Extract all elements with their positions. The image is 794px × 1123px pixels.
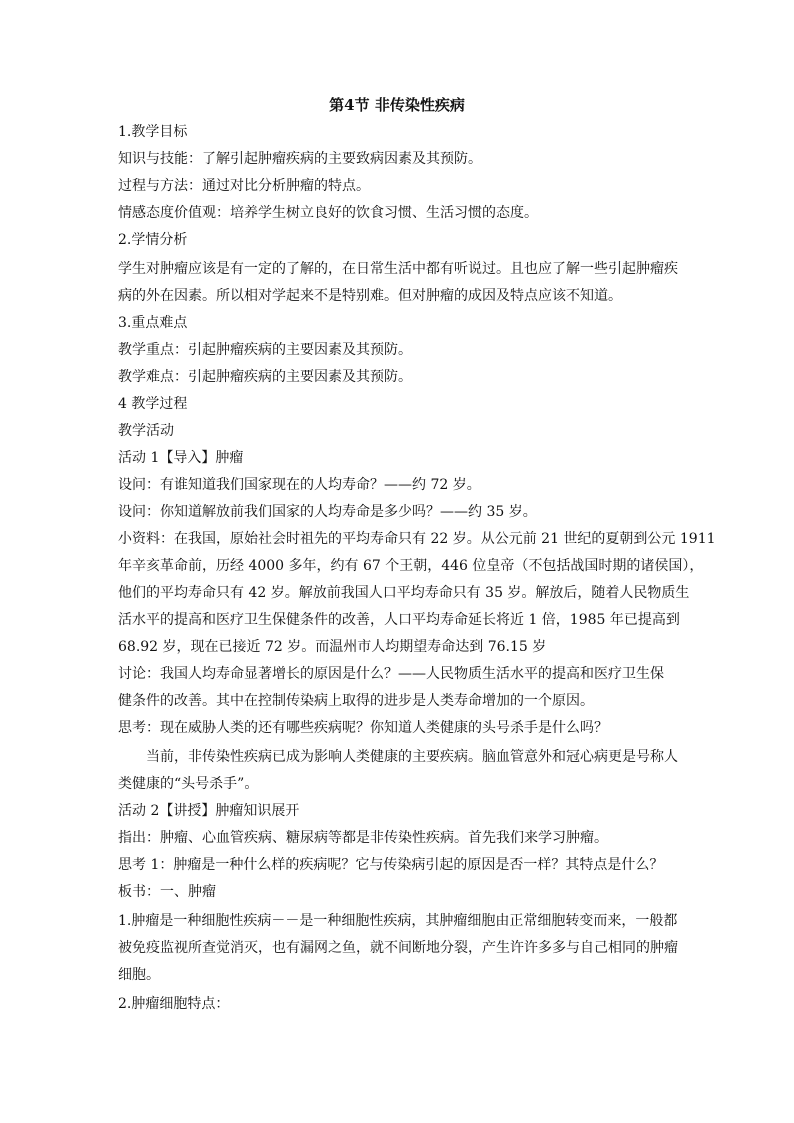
paragraph-line: 健条件的改善。其中在控制传染病上取得的进步是人类寿命增加的一个原因。 — [118, 693, 594, 709]
activity-heading: 活动 1【导入】肿瘤 — [118, 450, 244, 466]
paragraph-line: 设问：有谁知道我们国家现在的人均寿命？——约 72 岁。 — [118, 477, 481, 493]
paragraph-line: 年辛亥革命前，历经 4000 多年，约有 67 个王朝，446 位皇帝（不包括战国时期的诸侯国）， — [118, 558, 704, 574]
paragraph-line: 1.肿瘤是一种细胞性疾病－－是一种细胞性疾病，其肿瘤细胞由正常细胞转变而来，一般都 — [118, 913, 678, 929]
paragraph-line: 学生对肿瘤应该是有一定的了解的，在日常生活中都有听说过。且也应了解一些引起肿瘤疾 — [118, 261, 678, 277]
paragraph-line: 指出：肿瘤、心血管疾病、糖尿病等都是非传染性疾病。首先我们来学习肿瘤。 — [118, 830, 608, 846]
paragraph-line: 被免疫监视所查觉消灭，也有漏网之鱼，就不间断地分裂，产生许许多多与自己相同的肿瘤 — [118, 940, 678, 956]
activity-heading: 活动 2【讲授】肿瘤知识展开 — [118, 803, 300, 819]
paragraph-line: 他们的平均寿命只有 42 岁。解放前我国人口平均寿命只有 35 岁。解放后，随着人民物质生 — [118, 585, 690, 601]
paragraph-line: 讨论：我国人均寿命显著增长的原因是什么？——人民物质生活水平的提高和医疗卫生保 — [118, 666, 664, 682]
paragraph-line: 类健康的“头号杀手”。 — [118, 776, 259, 792]
paragraph-line: 病的外在因素。所以相对学起来不是特别难。但对肿瘤的成因及特点应该不知道。 — [118, 288, 622, 304]
paragraph-line: 思考 1：肿瘤是一种什么样的疾病呢？它与传染病引起的原因是否一样？其特点是什么？ — [118, 857, 664, 873]
paragraph-line: 教学重点：引起肿瘤疾病的主要因素及其预防。 — [118, 342, 412, 358]
section-heading-objectives: 1.教学目标 — [118, 124, 188, 140]
paragraph-line: 当前，非传染性疾病已成为影响人类健康的主要疾病。脑血管意外和冠心病更是号称人 — [146, 749, 678, 765]
section-heading-process: 4 教学过程 — [118, 396, 188, 412]
paragraph-line: 小资料：在我国，原始社会时祖先的平均寿命只有 22 岁。从公元前 21 世纪的夏朝到公元 1911 — [118, 531, 716, 547]
paragraph-line: 教学活动 — [118, 423, 174, 439]
paragraph-line: 细胞。 — [118, 967, 160, 983]
section-heading-analysis: 2.学情分析 — [118, 232, 188, 248]
paragraph-line: 2.肿瘤细胞特点： — [118, 996, 230, 1012]
paragraph-line: 教学难点：引起肿瘤疾病的主要因素及其预防。 — [118, 369, 412, 385]
paragraph-line: 设问：你知道解放前我们国家的人均寿命是多少吗？——约 35 岁。 — [118, 504, 537, 520]
section-heading-keypoints: 3.重点难点 — [118, 315, 188, 331]
paragraph-line: 思考：现在威胁人类的还有哪些疾病呢？你知道人类健康的头号杀手是什么吗？ — [118, 720, 608, 736]
paragraph-line: 68.92 岁，现在已接近 72 岁。而温州市人均期望寿命达到 76.15 岁 — [118, 639, 547, 655]
paragraph-line: 知识与技能：了解引起肿瘤疾病的主要致病因素及其预防。 — [118, 151, 482, 167]
document-title: 第4节 非传染性疾病 — [329, 96, 465, 114]
paragraph-line: 活水平的提高和医疗卫生保健条件的改善，人口平均寿命延长将近 1 倍，1985 年已提高到 — [118, 612, 680, 628]
paragraph-line: 过程与方法：通过对比分析肿瘤的特点。 — [118, 178, 370, 194]
paragraph-line: 情感态度价值观：培养学生树立良好的饮食习惯、生活习惯的态度。 — [118, 205, 538, 221]
paragraph-line: 板书：一、肿瘤 — [118, 884, 216, 900]
